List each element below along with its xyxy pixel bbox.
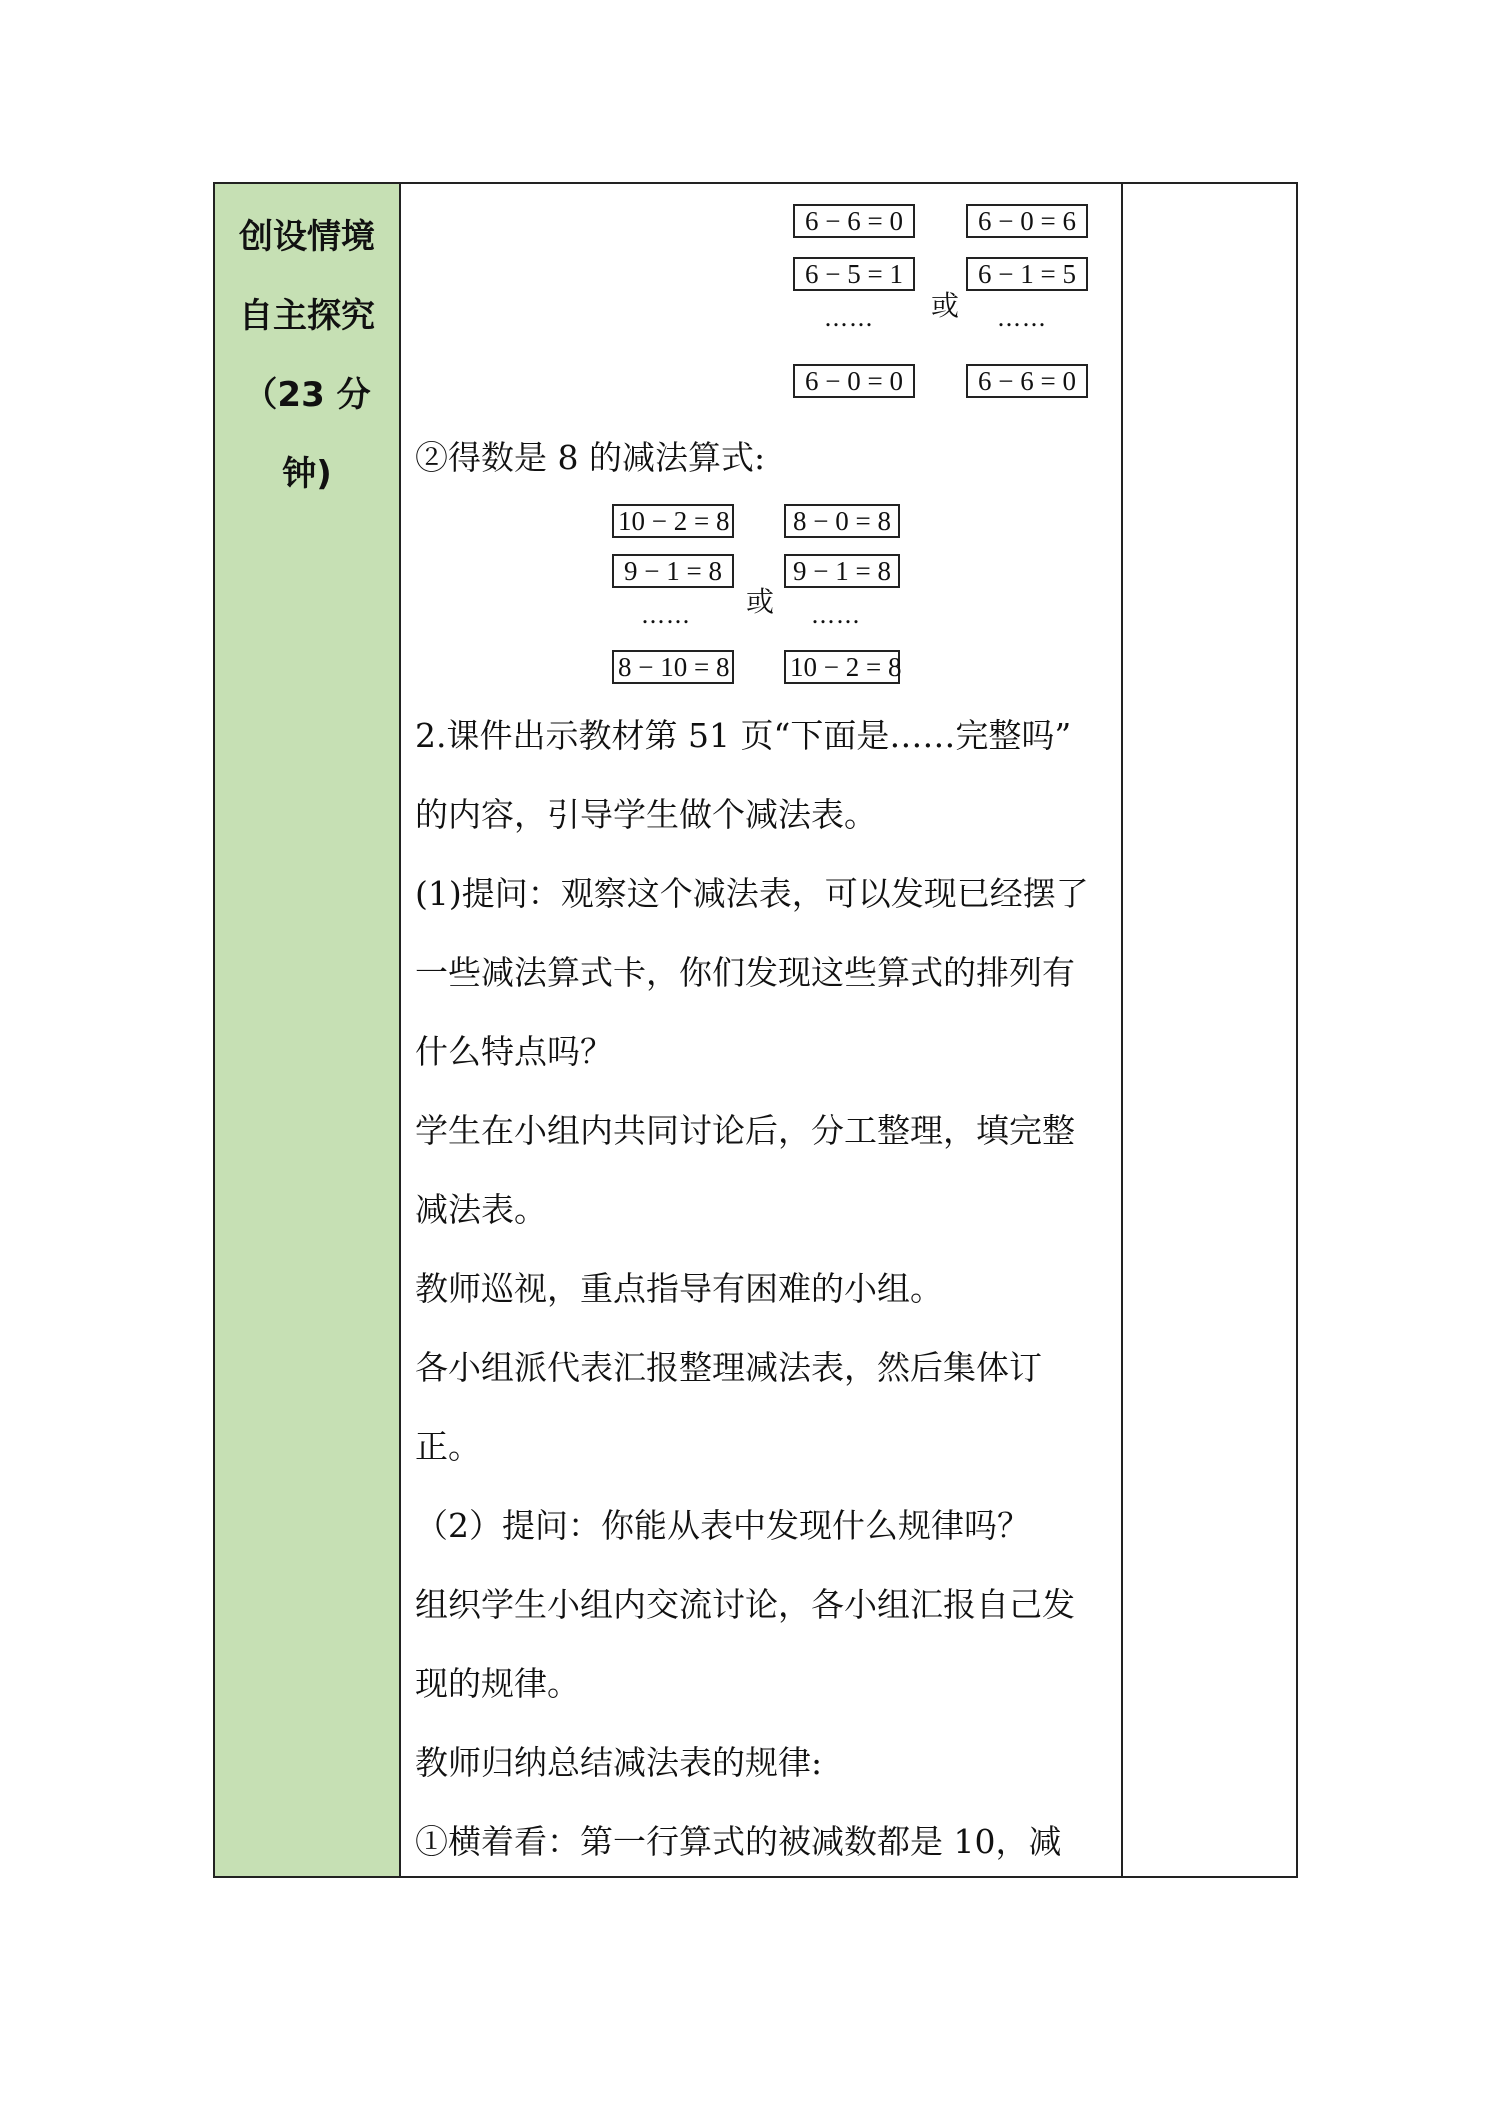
body-line: ①横着看：第一行算式的被减数都是 10，减: [415, 1822, 1062, 1861]
body-line: 减法表。: [415, 1190, 547, 1229]
content-cell: [401, 184, 1123, 1876]
body-line: （2）提问：你能从表中发现什么规律吗？: [415, 1506, 1030, 1545]
ellipsis: ……: [824, 304, 874, 332]
equation-card: 8 − 0 = 8: [784, 504, 900, 538]
body-line: 的内容，引导学生做个减法表。: [415, 795, 877, 834]
body-line: 现的规律。: [415, 1664, 580, 1703]
body-line: 一些减法算式卡，你们发现这些算式的排列有: [415, 953, 1075, 992]
equation-card: 6 − 0 = 0: [793, 364, 915, 398]
equation-card: 9 − 1 = 8: [784, 554, 900, 588]
body-line: 正。: [415, 1427, 481, 1466]
or-label: 或: [931, 289, 960, 322]
equation-card: 6 − 6 = 0: [966, 364, 1088, 398]
body-line: 教师巡视，重点指导有困难的小组。: [415, 1269, 943, 1308]
equation-card: 6 − 5 = 1: [793, 257, 915, 291]
section-label-cell: [215, 184, 401, 1876]
body-line: 学生在小组内共同讨论后，分工整理，填完整: [415, 1111, 1075, 1150]
section-label-line: 创设情境: [239, 217, 375, 257]
lesson-table: [213, 182, 1298, 1878]
notes-cell: [1123, 184, 1296, 1876]
body-line: 什么特点吗？: [415, 1032, 613, 1071]
body-line: 教师归纳总结减法表的规律:: [415, 1743, 823, 1782]
body-line: 组织学生小组内交流讨论，各小组汇报自己发: [415, 1585, 1075, 1624]
section-label-line: （23 分: [243, 375, 371, 415]
section-label-line: 钟): [282, 454, 332, 494]
body-line: (1)提问：观察这个减法表，可以发现已经摆了: [415, 874, 1089, 913]
ellipsis: ……: [811, 601, 861, 629]
equation-card: 10 − 2 = 8: [784, 650, 900, 684]
equation-card: 9 − 1 = 8: [612, 554, 734, 588]
body-line: 各小组派代表汇报整理减法表，然后集体订: [415, 1348, 1042, 1387]
ellipsis: ……: [997, 304, 1047, 332]
equation-card: 8 − 10 = 8: [612, 650, 734, 684]
body-text: [415, 696, 1111, 1881]
section-label-line: 自主探究: [239, 296, 375, 336]
equation-card: 10 − 2 = 8: [612, 504, 734, 538]
body-line: 2.课件出示教材第 51 页“下面是……完整吗”: [415, 716, 1072, 755]
subheading: ②得数是 8 的减法算式:: [415, 438, 766, 477]
ellipsis: ……: [641, 601, 691, 629]
equation-card: 6 − 1 = 5: [966, 257, 1088, 291]
equation-card: 6 − 0 = 6: [966, 204, 1088, 238]
equation-card: 6 − 6 = 0: [793, 204, 915, 238]
or-label: 或: [746, 585, 775, 618]
